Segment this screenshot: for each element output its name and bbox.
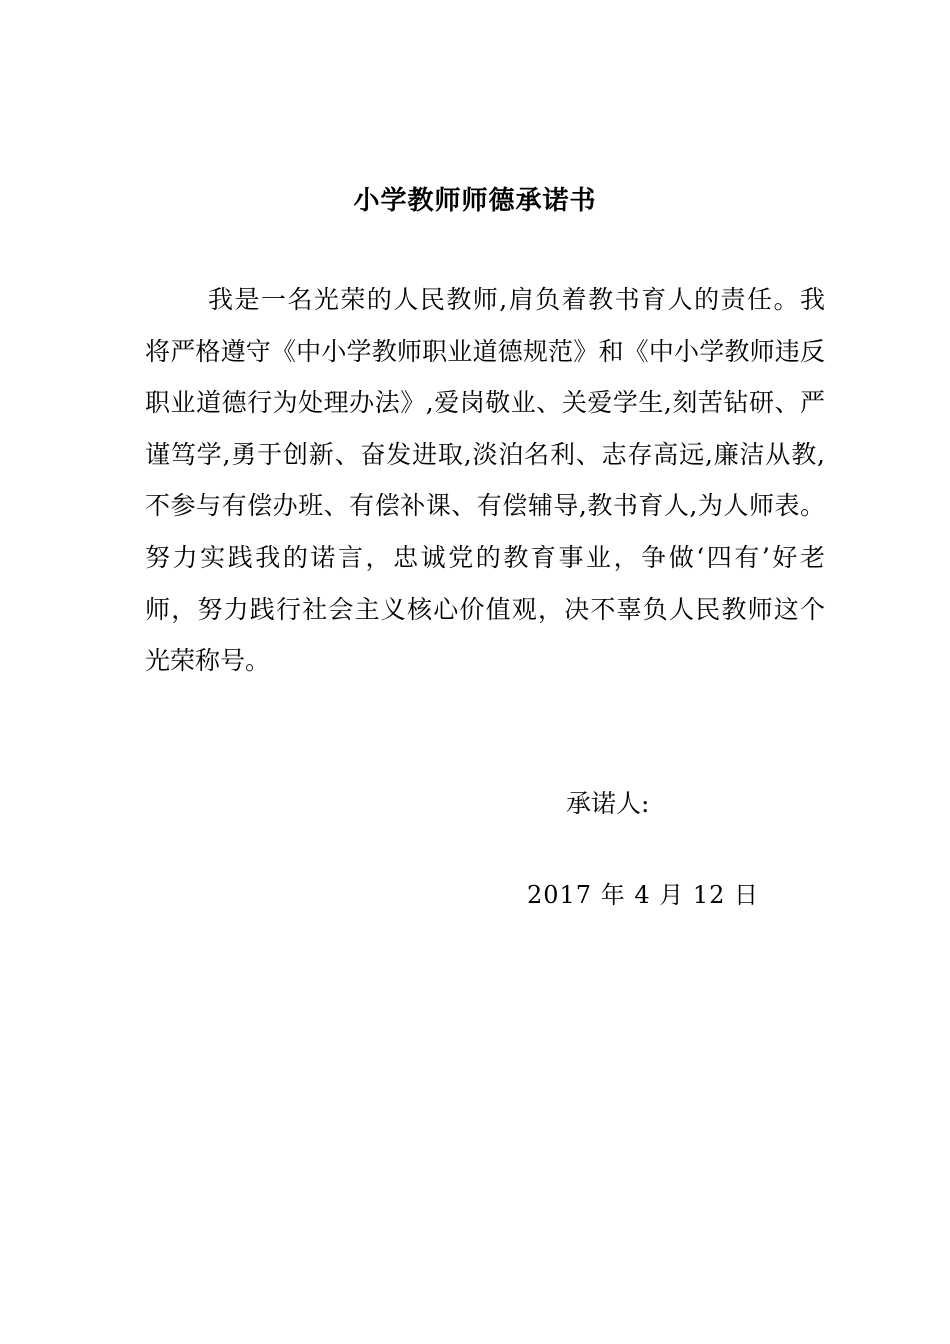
body-line: 师，努力践行社会主义核心价值观，决不辜负人民教师这个 (145, 594, 825, 624)
body-line: 不参与有偿办班、有偿补课、有偿辅导,教书育人,为人师表。 (145, 491, 825, 521)
signer-label: 承诺人: (566, 789, 650, 818)
pledge-date: 2017 年 4 月 12 日 (527, 881, 760, 909)
body-line: 光荣称号。 (145, 646, 271, 676)
body-line: 谨笃学,勇于创新、奋发进取,淡泊名利、志存高远,廉洁从教, (145, 439, 825, 469)
pledge-body (145, 282, 825, 695)
body-line: 职业道德行为处理办法》,爱岗敬业、关爱学生,刻苦钻研、严 (145, 388, 825, 418)
body-line: 努力实践我的诺言，忠诚党的教育事业，争做‘四有’好老 (145, 542, 825, 572)
body-line: 我是一名光荣的人民教师,肩负着教书育人的责任。我 (208, 285, 825, 314)
document-title: 小学教师师德承诺书 (353, 186, 597, 216)
body-line: 将严格遵守《中小学教师职业道德规范》和《中小学教师违反 (145, 336, 825, 366)
